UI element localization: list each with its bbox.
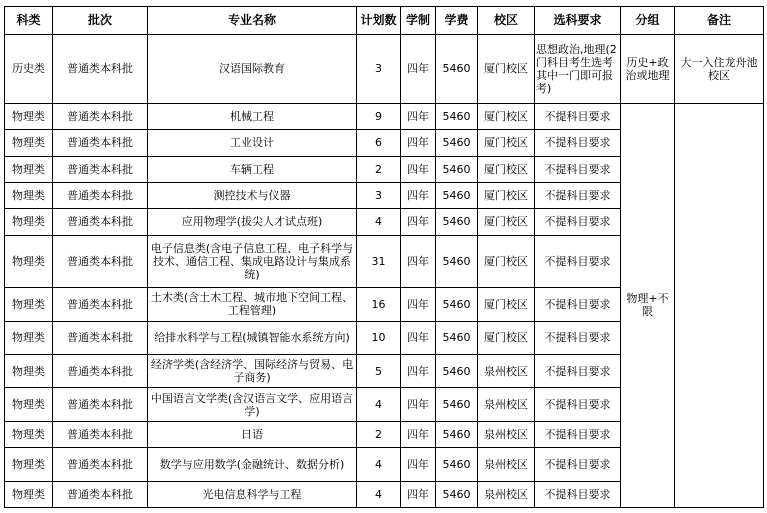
cell-plan: 4 <box>357 388 401 421</box>
cell-plan: 5 <box>357 355 401 388</box>
cell-group-physics: 物理+不限 <box>621 103 675 507</box>
header-years: 学制 <box>401 7 436 35</box>
cell-subject-req: 不提科目要求 <box>535 421 621 447</box>
cell-major: 经济学类(含经济学、国际经济与贸易、电子商务) <box>148 355 357 388</box>
cell-years: 四年 <box>401 355 436 388</box>
cell-fee: 5460 <box>436 388 478 421</box>
cell-major: 工业设计 <box>148 130 357 156</box>
table-row <box>5 35 764 104</box>
cell-plan: 4 <box>357 481 401 507</box>
cell-subject-req: 不提科目要求 <box>535 481 621 507</box>
cell-campus: 泉州校区 <box>478 448 535 481</box>
cell-subject-req: 不提科目要求 <box>535 355 621 388</box>
cell-category: 物理类 <box>5 448 53 481</box>
cell-major: 日语 <box>148 421 357 447</box>
cell-subject-req: 不提科目要求 <box>535 209 621 235</box>
cell-batch: 普通类本科批 <box>53 448 148 481</box>
cell-campus: 厦门校区 <box>478 321 535 354</box>
cell-subject-req: 不提科目要求 <box>535 130 621 156</box>
cell-years: 四年 <box>401 421 436 447</box>
cell-category: 物理类 <box>5 481 53 507</box>
header-row <box>5 7 764 35</box>
cell-fee: 5460 <box>436 481 478 507</box>
cell-batch: 普通类本科批 <box>53 103 148 129</box>
header-major: 专业名称 <box>148 7 357 35</box>
cell-years: 四年 <box>401 321 436 354</box>
cell-plan: 2 <box>357 421 401 447</box>
cell-years: 四年 <box>401 448 436 481</box>
cell-category: 物理类 <box>5 103 53 129</box>
cell-major: 电子信息类(含电子信息工程、电子科学与技术、通信工程、集成电路设计与集成系统) <box>148 235 357 288</box>
header-note: 备注 <box>675 7 764 35</box>
header-subject-req: 选科要求 <box>535 7 621 35</box>
cell-plan: 10 <box>357 321 401 354</box>
cell-fee: 5460 <box>436 130 478 156</box>
cell-fee: 5460 <box>436 448 478 481</box>
cell-campus: 厦门校区 <box>478 209 535 235</box>
cell-campus: 泉州校区 <box>478 421 535 447</box>
cell-years: 四年 <box>401 209 436 235</box>
cell-campus: 厦门校区 <box>478 288 535 321</box>
cell-category: 物理类 <box>5 355 53 388</box>
cell-plan: 6 <box>357 130 401 156</box>
cell-campus: 厦门校区 <box>478 35 535 104</box>
cell-batch: 普通类本科批 <box>53 182 148 208</box>
cell-group: 历史+政治或地理 <box>621 35 675 104</box>
cell-subject-req: 不提科目要求 <box>535 235 621 288</box>
cell-subject-req: 思想政治,地理(2门科目考生选考其中一门即可报考) <box>535 35 621 104</box>
cell-plan: 16 <box>357 288 401 321</box>
cell-campus: 泉州校区 <box>478 355 535 388</box>
cell-years: 四年 <box>401 388 436 421</box>
cell-batch: 普通类本科批 <box>53 156 148 182</box>
cell-category: 物理类 <box>5 209 53 235</box>
cell-category: 物理类 <box>5 182 53 208</box>
cell-category: 物理类 <box>5 235 53 288</box>
cell-batch: 普通类本科批 <box>53 481 148 507</box>
cell-subject-req: 不提科目要求 <box>535 448 621 481</box>
cell-subject-req: 不提科目要求 <box>535 156 621 182</box>
cell-batch: 普通类本科批 <box>53 288 148 321</box>
cell-years: 四年 <box>401 288 436 321</box>
cell-major: 土木类(含土木工程、城市地下空间工程、工程管理) <box>148 288 357 321</box>
cell-major: 汉语国际教育 <box>148 35 357 104</box>
cell-subject-req: 不提科目要求 <box>535 388 621 421</box>
cell-campus: 泉州校区 <box>478 481 535 507</box>
cell-major: 车辆工程 <box>148 156 357 182</box>
cell-major: 数学与应用数学(金融统计、数据分析) <box>148 448 357 481</box>
cell-batch: 普通类本科批 <box>53 388 148 421</box>
cell-fee: 5460 <box>436 156 478 182</box>
cell-batch: 普通类本科批 <box>53 355 148 388</box>
cell-fee: 5460 <box>436 321 478 354</box>
cell-campus: 厦门校区 <box>478 235 535 288</box>
cell-subject-req: 不提科目要求 <box>535 321 621 354</box>
cell-plan: 3 <box>357 182 401 208</box>
header-plan: 计划数 <box>357 7 401 35</box>
cell-campus: 厦门校区 <box>478 182 535 208</box>
cell-major: 光电信息科学与工程 <box>148 481 357 507</box>
cell-fee: 5460 <box>436 288 478 321</box>
cell-years: 四年 <box>401 35 436 104</box>
cell-years: 四年 <box>401 182 436 208</box>
cell-plan: 4 <box>357 209 401 235</box>
cell-batch: 普通类本科批 <box>53 235 148 288</box>
cell-major: 应用物理学(拔尖人才试点班) <box>148 209 357 235</box>
cell-batch: 普通类本科批 <box>53 209 148 235</box>
cell-batch: 普通类本科批 <box>53 35 148 104</box>
cell-subject-req: 不提科目要求 <box>535 288 621 321</box>
cell-years: 四年 <box>401 130 436 156</box>
cell-fee: 5460 <box>436 35 478 104</box>
header-batch: 批次 <box>53 7 148 35</box>
cell-major: 机械工程 <box>148 103 357 129</box>
cell-major: 给排水科学与工程(城镇智能水系统方向) <box>148 321 357 354</box>
cell-campus: 厦门校区 <box>478 103 535 129</box>
cell-category: 物理类 <box>5 130 53 156</box>
cell-years: 四年 <box>401 103 436 129</box>
cell-note: 大一入住龙舟池校区 <box>675 35 764 104</box>
cell-batch: 普通类本科批 <box>53 421 148 447</box>
cell-category: 物理类 <box>5 321 53 354</box>
header-category: 科类 <box>5 7 53 35</box>
cell-fee: 5460 <box>436 103 478 129</box>
cell-batch: 普通类本科批 <box>53 130 148 156</box>
cell-major: 中国语言文学类(含汉语言文学、应用语言学) <box>148 388 357 421</box>
cell-fee: 5460 <box>436 182 478 208</box>
cell-category: 历史类 <box>5 35 53 104</box>
cell-category: 物理类 <box>5 288 53 321</box>
cell-category: 物理类 <box>5 156 53 182</box>
cell-plan: 3 <box>357 35 401 104</box>
cell-plan: 2 <box>357 156 401 182</box>
table-row <box>5 103 764 129</box>
cell-subject-req: 不提科目要求 <box>535 103 621 129</box>
cell-campus: 厦门校区 <box>478 156 535 182</box>
cell-subject-req: 不提科目要求 <box>535 182 621 208</box>
cell-years: 四年 <box>401 235 436 288</box>
admission-plan-table <box>4 6 764 508</box>
header-group: 分组 <box>621 7 675 35</box>
cell-major: 测控技术与仪器 <box>148 182 357 208</box>
cell-batch: 普通类本科批 <box>53 321 148 354</box>
cell-years: 四年 <box>401 481 436 507</box>
cell-fee: 5460 <box>436 355 478 388</box>
cell-category: 物理类 <box>5 388 53 421</box>
admission-plan-table-container <box>4 6 763 508</box>
cell-campus: 泉州校区 <box>478 388 535 421</box>
cell-years: 四年 <box>401 156 436 182</box>
header-campus: 校区 <box>478 7 535 35</box>
cell-note-empty <box>675 103 764 507</box>
cell-plan: 31 <box>357 235 401 288</box>
cell-fee: 5460 <box>436 209 478 235</box>
cell-fee: 5460 <box>436 421 478 447</box>
header-fee: 学费 <box>436 7 478 35</box>
cell-campus: 厦门校区 <box>478 130 535 156</box>
cell-plan: 9 <box>357 103 401 129</box>
cell-category: 物理类 <box>5 421 53 447</box>
cell-fee: 5460 <box>436 235 478 288</box>
cell-plan: 4 <box>357 448 401 481</box>
